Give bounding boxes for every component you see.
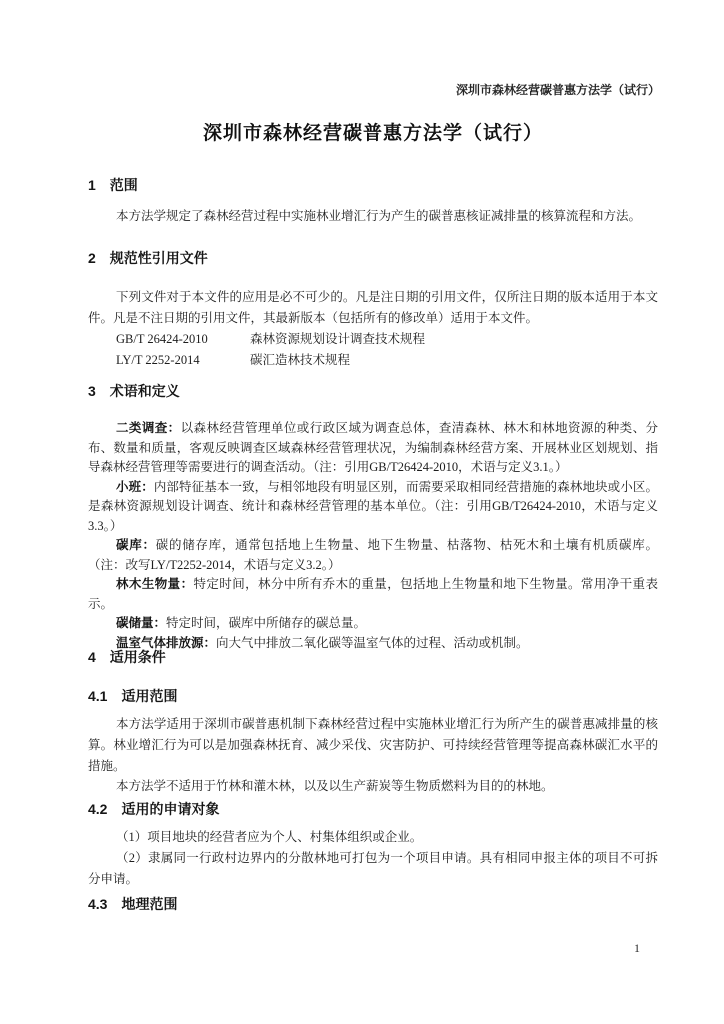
section-heading-2 xyxy=(88,249,658,267)
section-number: 3 xyxy=(88,383,96,399)
section-number: 4.3 xyxy=(88,896,108,912)
reference-code: GB/T 26424-2010 xyxy=(116,332,208,346)
paragraph-applicant-item-2: （2）隶属同一行政村边界内的分散林地可打包为一个项目申请。具有相同申报主体的项目不可拆分申请。 xyxy=(88,851,658,886)
section-label: 适用条件 xyxy=(109,649,166,665)
term-text: 碳的储存库，通常包括地上生物量、地下生物量、枯落物、枯死木和土壤有机质碳库。（注：改写LY/T2252-2014，术语与定义3.2。） xyxy=(88,538,658,572)
section-heading-4 xyxy=(88,648,658,666)
section-number: 4.2 xyxy=(88,801,108,817)
reference-title: 碳汇造林技术规程 xyxy=(250,353,351,367)
reference-list xyxy=(88,329,658,371)
section-heading-3 xyxy=(88,382,658,400)
term-name: 小班： xyxy=(116,479,154,494)
term-name: 林木生物量： xyxy=(116,577,194,591)
page-title: 深圳市森林经营碳普惠方法学（试行） xyxy=(202,123,543,144)
section-number: 2 xyxy=(88,250,96,266)
section-heading-4-1 xyxy=(88,687,658,705)
term-text: 以森林经营管理单位或行政区域为调查总体，查清森林、林木和林地资源的种类、分布、数量和质量，客观反映调查区域森林经营管理状况，为编制森林经营方案、开展林业区划规划、指导森林经营管理等需要进行的调查活动。（注：引用GB/T26424-2010，术语与定义3.1。） xyxy=(88,421,658,474)
section-number: 4 xyxy=(88,649,96,665)
term-name: 碳库： xyxy=(116,538,156,552)
term-definition xyxy=(88,478,658,537)
term-text: 向大气中排放二氧化碳等温室气体的过程、活动或机制。 xyxy=(216,635,529,650)
term-text: 特定时间，林分中所有乔木的重量，包括地上生物量和地下生物量。常用净干重表示。 xyxy=(88,577,658,611)
section-heading-4-2 xyxy=(88,800,658,818)
term-definition xyxy=(88,536,658,575)
term-definition xyxy=(88,614,658,634)
term-name: 碳储量： xyxy=(116,616,167,630)
term-name: 温室气体排放源： xyxy=(116,635,217,650)
term-text: 内部特征基本一致，与相邻地段有明显区别，而需要采取相同经营措施的森林地块或小区。是森林资源规划设计调查、统计和森林经营管理的基本单位。（注：引用GB/T26424-2010，术语与定义3.3。） xyxy=(88,479,658,533)
paragraph-not-applicable: 本方法学不适用于竹林和灌木林，以及以生产薪炭等生物质燃料为目的的林地。 xyxy=(116,779,554,793)
term-name: 二类调查： xyxy=(116,421,181,435)
section-label: 范围 xyxy=(109,177,138,193)
page-number: 1 xyxy=(634,941,640,955)
section-heading-4-3 xyxy=(88,895,658,913)
reference-item xyxy=(116,329,658,350)
section-label: 地理范围 xyxy=(121,896,178,912)
reference-item xyxy=(116,350,658,371)
reference-title: 森林资源规划设计调查技术规程 xyxy=(250,332,426,346)
terms-block xyxy=(88,419,658,653)
section-number: 1 xyxy=(88,177,96,193)
reference-code: LY/T 2252-2014 xyxy=(116,353,200,367)
running-header: 深圳市森林经营碳普惠方法学（试行） xyxy=(455,83,660,97)
term-definition xyxy=(88,575,658,614)
paragraph-applicable-scope: 本方法学适用于深圳市碳普惠机制下森林经营过程中实施林业增汇行为所产生的碳普惠减排量的核算。林业增汇行为可以是加强森林抚育、减少采伐、灾害防护、可持续经营管理等提高森林碳汇水平的措施。 xyxy=(88,717,658,773)
term-text: 特定时间，碳库中所储存的碳总量。 xyxy=(166,616,367,630)
section-label: 规范性引用文件 xyxy=(109,250,208,266)
section-number: 4.1 xyxy=(88,688,108,704)
paragraph-normative-refs: 下列文件对于本文件的应用是必不可少的。凡是注日期的引用文件，仅所注日期的版本适用于本文件。凡是不注日期的引用文件，其最新版本（包括所有的修改单）适用于本文件。 xyxy=(88,290,658,325)
paragraph-applicant-item-1: （1）项目地块的经营者应为个人、村集体组织或企业。 xyxy=(116,830,423,844)
section-label: 适用范围 xyxy=(121,688,178,704)
section-label: 适用的申请对象 xyxy=(121,801,220,817)
section-label: 术语和定义 xyxy=(109,383,180,399)
paragraph-scope: 本方法学规定了森林经营过程中实施林业增汇行为产生的碳普惠核证减排量的核算流程和方法。 xyxy=(116,209,642,223)
term-definition xyxy=(88,419,658,478)
section-heading-1 xyxy=(88,176,658,194)
